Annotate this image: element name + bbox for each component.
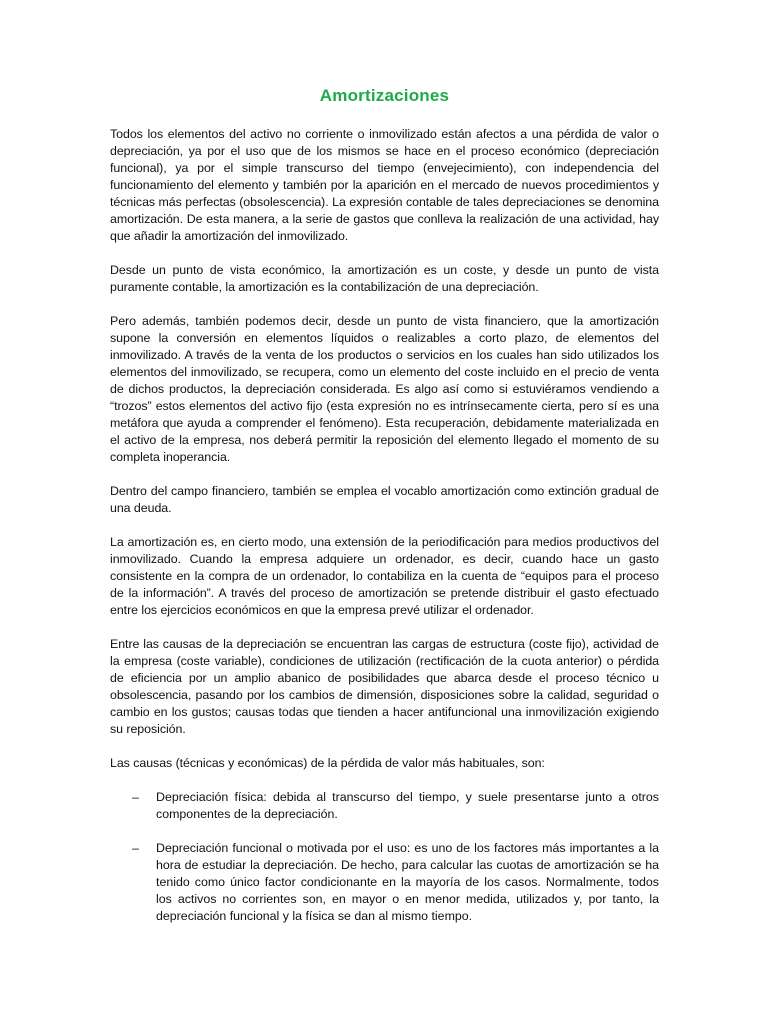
list-item — [110, 840, 659, 925]
list-item-text: Depreciación física: debida al transcurso del tiempo, y suele presentarse junto a otros componentes de la depreciación. — [156, 790, 659, 821]
document-page — [110, 86, 659, 942]
document-title: Amortizaciones — [319, 86, 450, 105]
list-item-text: Depreciación funcional o motivada por el uso: es uno de los factores más importantes a la hora de estudiar la depreciación. De hecho, para calcular las cuotas de amortización se ha tenido como único factor condicionante en la mayoría de los casos. Normalmente, todos los activos no corrientes son, en mayor o en menor medida, utilizados y, por tanto, la depreciación funcional y la física se dan al mismo tiempo. — [156, 841, 659, 923]
list-item — [110, 789, 659, 823]
paragraph-debt-extinction: Dentro del campo financiero, también se emplea el vocablo amortización como extinción gradual de una deuda. — [110, 484, 659, 515]
paragraph-financial-view: Pero además, también podemos decir, desde un punto de vista financiero, que la amortización supone la conversión en elementos líquidos o realizables a corto plazo, de elementos del inmovilizado. A través de la venta de los productos o servicios en los cuales han sido utilizados los elementos del inmovilizado, se recupera, como un elemento del coste incluido en el precio de venta de dichos productos, la depreciación considerada. Es algo así como si estuviéramos vendiendo a “trozos” estos elementos del activo fijo (esta expresión no es intrínsecamente cierta, pero sí es una metáfora que ayuda a comprender el fenómeno). Esta recuperación, debidamente materializada en el activo de la empresa, nos deberá permitir la reposición del elemento llegado el momento de su completa inoperancia. — [110, 314, 659, 464]
paragraph-list-intro: Las causas (técnicas y económicas) de la pérdida de valor más habituales, son: — [110, 756, 545, 770]
paragraph-causes: Entre las causas de la depreciación se encuentran las cargas de estructura (coste fijo), actividad de la empresa (coste variable), condiciones de utilización (rectificación de la cuota anterior) o pérdida de eficiencia por un amplio abanico de posibilidades que abarca desde el proceso técnico u obsolescencia, pasando por los cambios de dimensión, disposiciones sobre la calidad, seguridad o cambio en los gustos; causas todas que tienden a hacer antifuncional una inmovilización exigiendo su reposición. — [110, 637, 659, 736]
paragraph-economic-view: Desde un punto de vista económico, la amortización es un coste, y desde un punto de vista puramente contable, la amortización es la contabilización de una depreciación. — [110, 263, 659, 294]
list-dash-marker: – — [132, 841, 139, 855]
list-dash-marker: – — [132, 790, 139, 804]
paragraph-intro: Todos los elementos del activo no corriente o inmovilizado están afectos a una pérdida de valor o depreciación, ya por el uso que de los mismos se hace en el proceso económico (depreciación funcional), ya por el simple transcurso del tiempo (envejecimiento), con independencia del funcionamiento del elemento y también por la aparición en el mercado de nuevos procedimientos y técnicas más perfectas (obsolescencia). La expresión contable de tales depreciaciones se denomina amortización. De esta manera, a la serie de gastos que conlleva la realización de una actividad, hay que añadir la amortización del inmovilizado. — [110, 127, 659, 243]
paragraph-periodification: La amortización es, en cierto modo, una extensión de la periodificación para medios productivos del inmovilizado. Cuando la empresa adquiere un ordenador, es decir, cuando hace un gasto consistente en la compra de un ordenador, lo contabiliza en la cuenta de “equipos para el proceso de la información”. A través del proceso de amortización se pretende distribuir el gasto efectuado entre los ejercicios económicos en que la empresa prevé utilizar el ordenador. — [110, 535, 659, 617]
causes-list — [110, 789, 659, 925]
